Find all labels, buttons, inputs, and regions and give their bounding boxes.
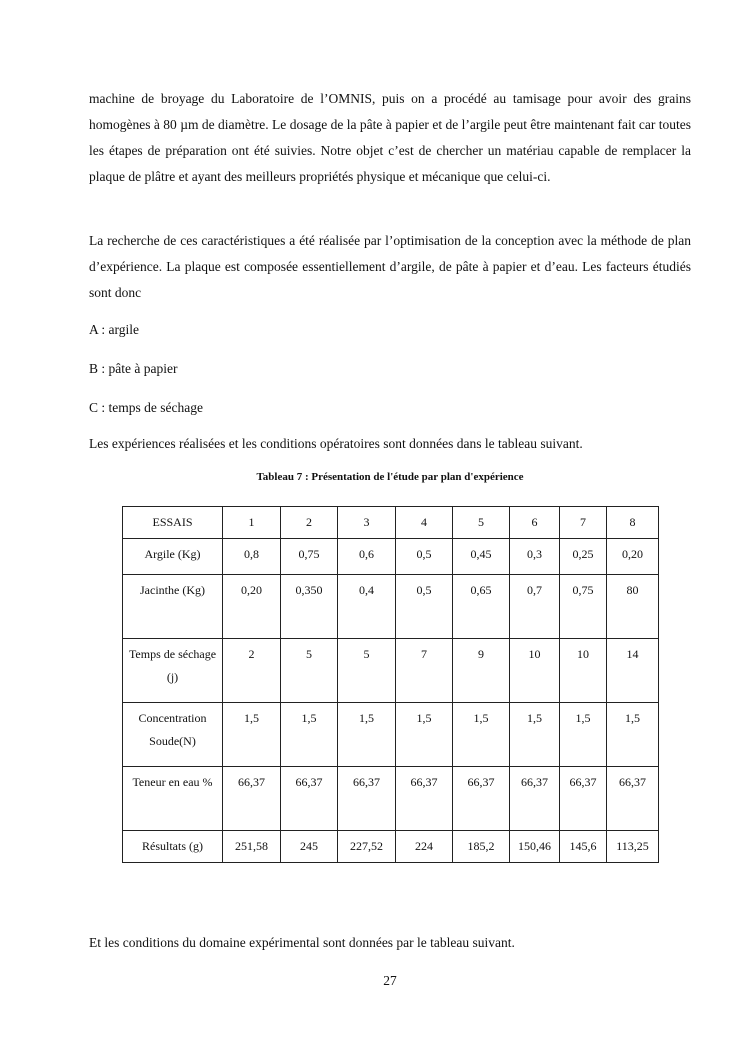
table-cell: 1,5 xyxy=(453,703,510,767)
table-caption: Tableau 7 : Présentation de l'étude par plan d'expérience xyxy=(256,471,524,483)
table-cell: 10 xyxy=(560,639,607,703)
table-cell: 0,75 xyxy=(560,575,607,639)
table-cell: 7 xyxy=(396,639,453,703)
experiment-table-body xyxy=(123,507,659,863)
table-cell: 0,6 xyxy=(338,539,396,575)
header-cell: ESSAIS xyxy=(123,507,223,539)
header-cell: 2 xyxy=(281,507,338,539)
factor-a: A : argile xyxy=(89,322,139,337)
table-row xyxy=(123,639,659,703)
table-cell: 0,20 xyxy=(607,539,659,575)
table-cell: 0,5 xyxy=(396,575,453,639)
header-cell: 4 xyxy=(396,507,453,539)
factor-c: C : temps de séchage xyxy=(89,400,203,415)
table-cell: 0,8 xyxy=(223,539,281,575)
table-cell: 0,45 xyxy=(453,539,510,575)
table-cell: 66,37 xyxy=(453,767,510,831)
experiment-table xyxy=(122,506,659,863)
table-cell: 66,37 xyxy=(396,767,453,831)
table-cell: 66,37 xyxy=(338,767,396,831)
table-cell: 9 xyxy=(453,639,510,703)
table-cell: 150,46 xyxy=(510,831,560,863)
table-cell: 1,5 xyxy=(223,703,281,767)
table-header-row xyxy=(123,507,659,539)
table-cell: 10 xyxy=(510,639,560,703)
table-cell: 145,6 xyxy=(560,831,607,863)
table-cell: 227,52 xyxy=(338,831,396,863)
table-cell: 0,75 xyxy=(281,539,338,575)
table-cell: 5 xyxy=(281,639,338,703)
table-cell: 66,37 xyxy=(281,767,338,831)
table-cell: 224 xyxy=(396,831,453,863)
table-cell: 0,25 xyxy=(560,539,607,575)
row-label: Jacinthe (Kg) xyxy=(123,575,223,639)
table-cell: 1,5 xyxy=(396,703,453,767)
table-cell: 0,65 xyxy=(453,575,510,639)
paragraph-grinding: machine de broyage du Laboratoire de l’OMNIS, puis on a procédé au tamisage pour avoir des grains homogènes à 80 µm de diamètre. Le dosage de la pâte à papier et de l’argile peut être maintenant fait car toutes les étapes de préparation ont été suivies. Notre objet c’est de chercher un matériau capable de remplacer la plaque de plâtre et ayant des meilleurs propriétés physique et mécanique que celui-ci. xyxy=(89,91,691,184)
table-cell: 0,350 xyxy=(281,575,338,639)
header-cell: 3 xyxy=(338,507,396,539)
paragraph-experimental-design: La recherche de ces caractéristiques a été réalisée par l’optimisation de la conception avec la méthode de plan d’expérience. La plaque est composée essentiellement d’argile, de pâte à papier et d’eau. Les facteurs étudiés sont donc xyxy=(89,233,691,300)
table-cell: 1,5 xyxy=(510,703,560,767)
table-cell: 1,5 xyxy=(560,703,607,767)
table-intro: Les expériences réalisées et les conditions opératoires sont données dans le tableau suivant. xyxy=(89,436,583,451)
header-cell: 7 xyxy=(560,507,607,539)
table-cell: 0,7 xyxy=(510,575,560,639)
table-cell: 5 xyxy=(338,639,396,703)
table-cell: 66,37 xyxy=(510,767,560,831)
header-cell: 1 xyxy=(223,507,281,539)
table-cell: 0,4 xyxy=(338,575,396,639)
table-cell: 66,37 xyxy=(607,767,659,831)
row-label: Temps de séchage (j) xyxy=(123,639,223,703)
page-number: 27 xyxy=(383,973,397,988)
factor-b: B : pâte à papier xyxy=(89,361,178,376)
table-row xyxy=(123,831,659,863)
header-cell: 5 xyxy=(453,507,510,539)
row-label: Teneur en eau % xyxy=(123,767,223,831)
closing-sentence: Et les conditions du domaine expérimental sont données par le tableau suivant. xyxy=(89,935,515,950)
table-cell: 66,37 xyxy=(560,767,607,831)
table-cell: 1,5 xyxy=(607,703,659,767)
table-cell: 0,5 xyxy=(396,539,453,575)
table-row xyxy=(123,575,659,639)
table-cell: 0,20 xyxy=(223,575,281,639)
table-row xyxy=(123,767,659,831)
row-label: Argile (Kg) xyxy=(123,539,223,575)
table-cell: 14 xyxy=(607,639,659,703)
header-cell: 6 xyxy=(510,507,560,539)
table-cell: 251,58 xyxy=(223,831,281,863)
table-row xyxy=(123,539,659,575)
table-cell: 80 xyxy=(607,575,659,639)
table-cell: 113,25 xyxy=(607,831,659,863)
row-label: Concentration Soude(N) xyxy=(123,703,223,767)
header-cell: 8 xyxy=(607,507,659,539)
table-cell: 1,5 xyxy=(338,703,396,767)
table-cell: 185,2 xyxy=(453,831,510,863)
table-cell: 0,3 xyxy=(510,539,560,575)
table-cell: 66,37 xyxy=(223,767,281,831)
table-cell: 2 xyxy=(223,639,281,703)
table-cell: 245 xyxy=(281,831,338,863)
row-label: Résultats (g) xyxy=(123,831,223,863)
table-cell: 1,5 xyxy=(281,703,338,767)
table-row xyxy=(123,703,659,767)
